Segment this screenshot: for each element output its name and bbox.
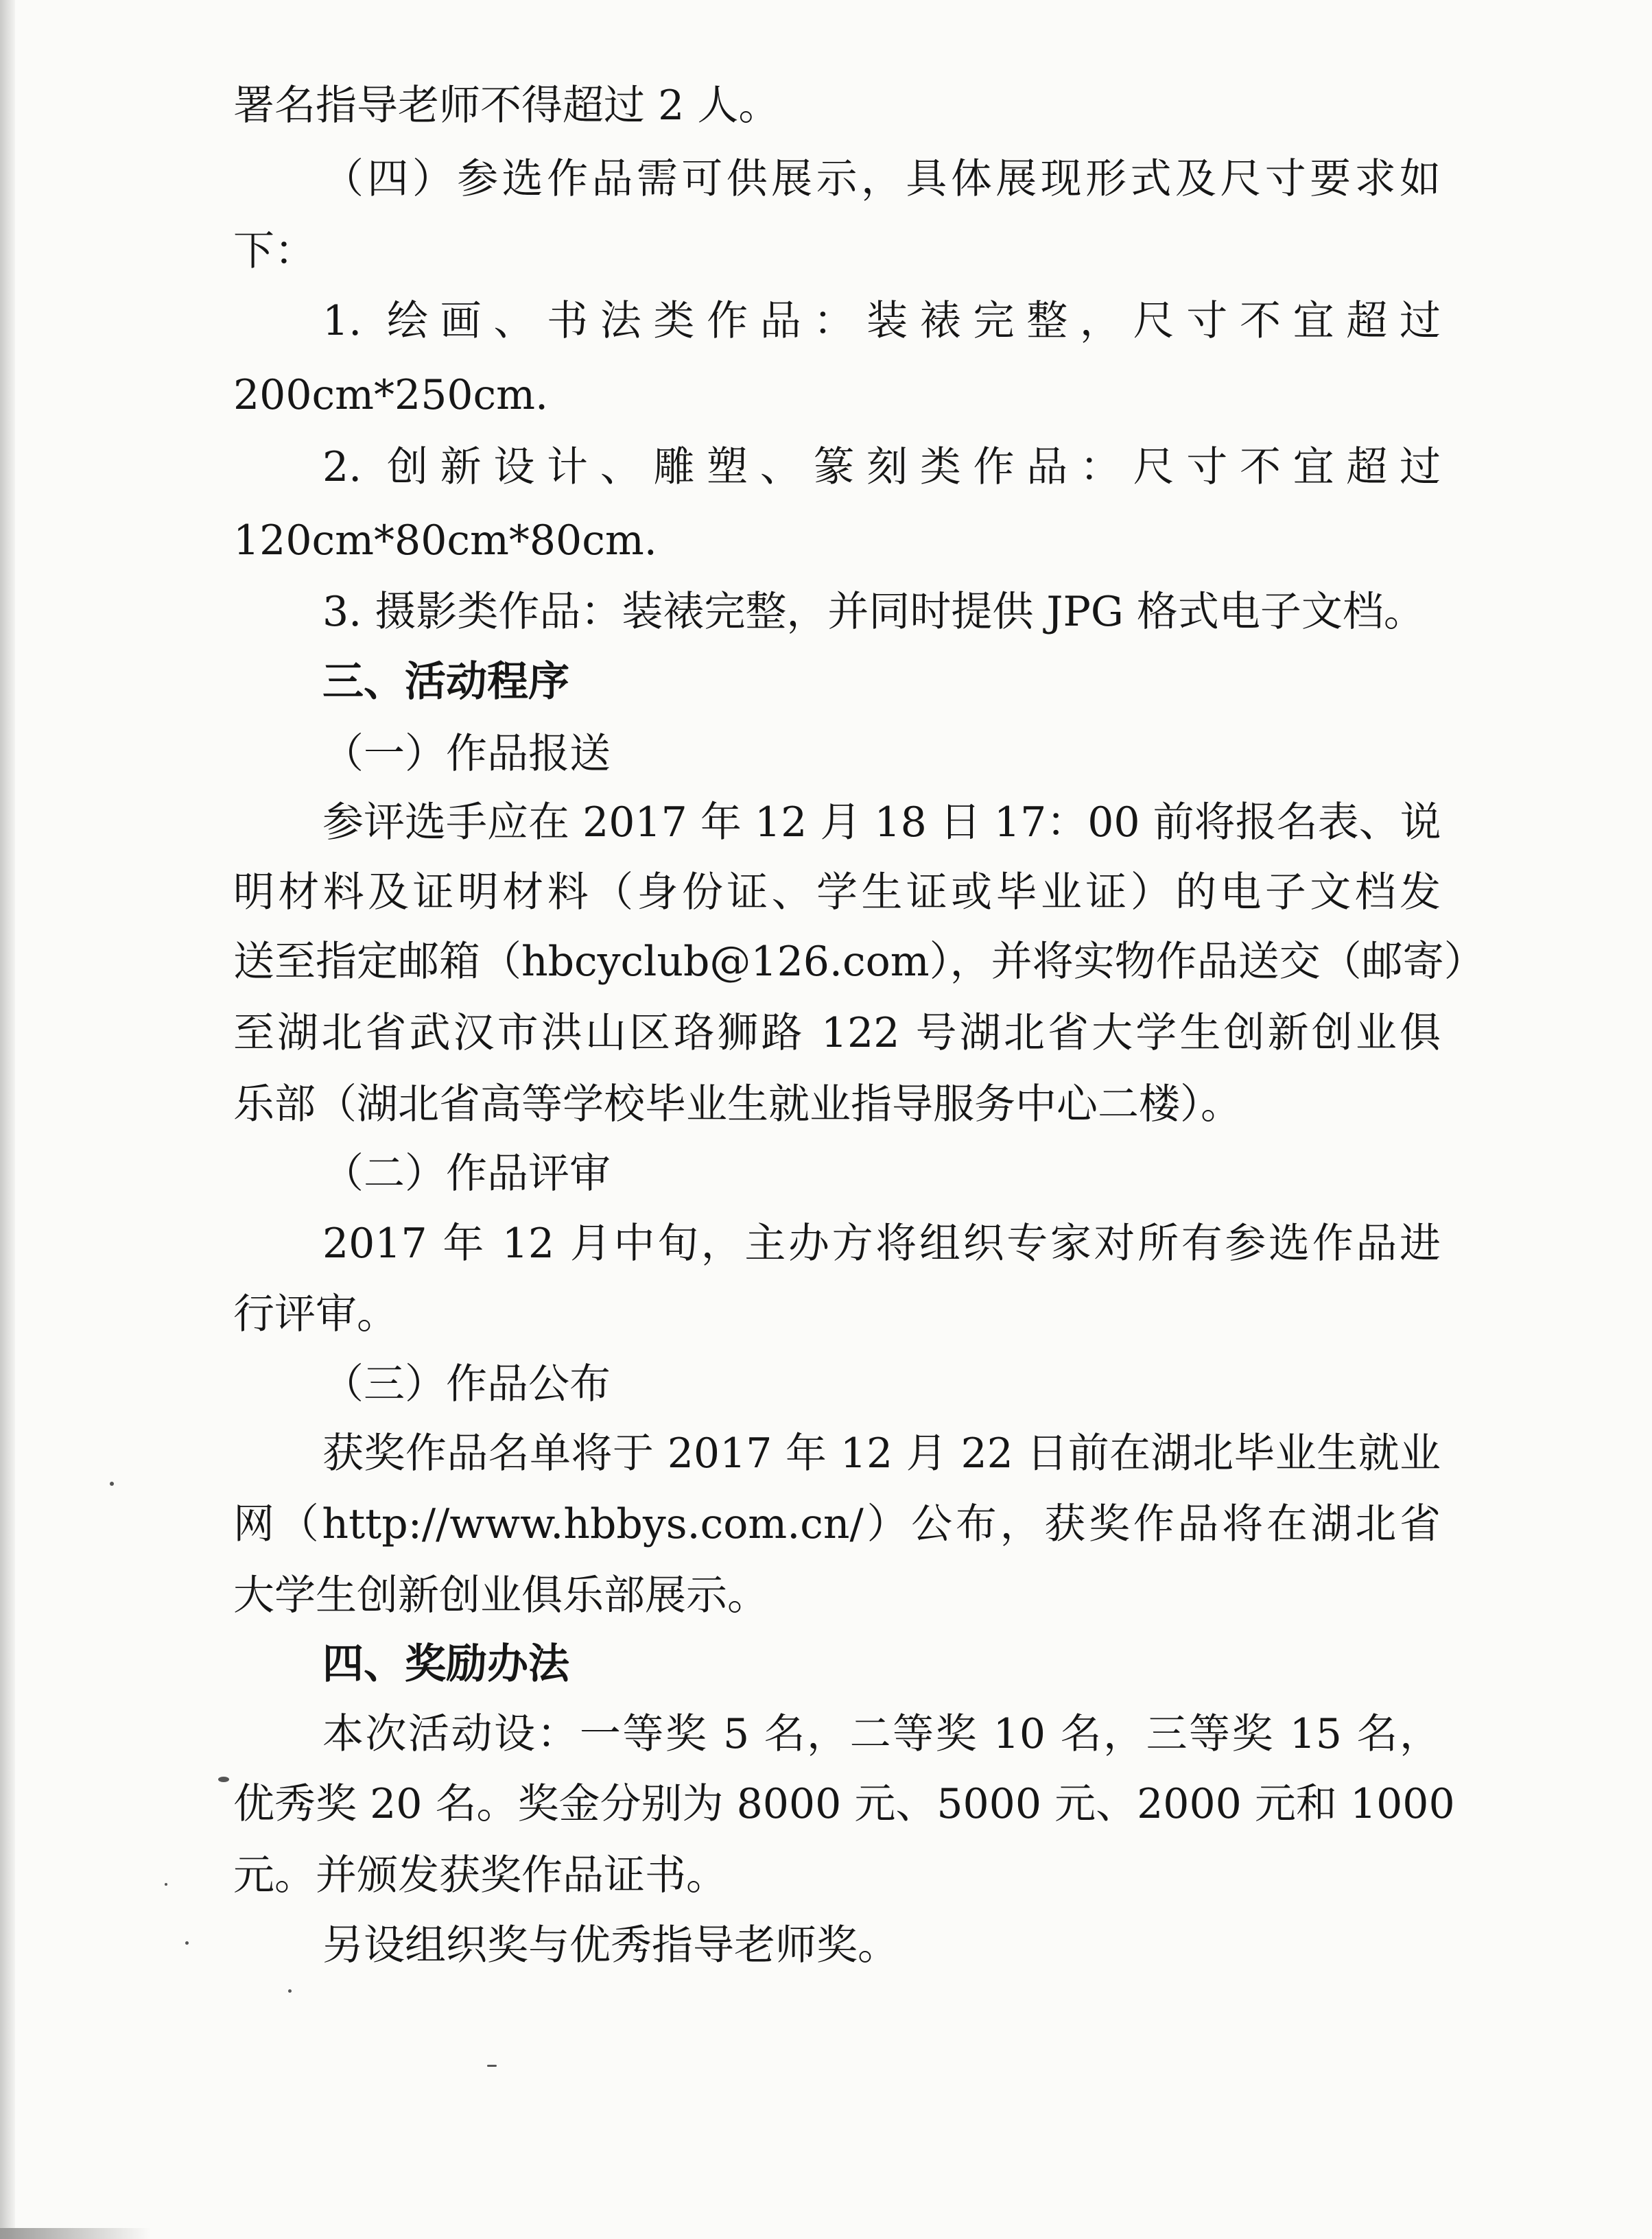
scan-speck — [218, 1777, 229, 1782]
text-line-design-size: 120cm*80cm*80cm. — [233, 517, 657, 565]
text-line-review-1: 2017 年 12 月中旬，主办方将组织专家对所有参选作品进 — [322, 1220, 1441, 1268]
scan-edge-shadow — [0, 0, 15, 2239]
text-line-submission-3: 送至指定邮箱（hbcyclub@126.com），并将实物作品送交（邮寄） — [233, 938, 1485, 986]
scan-speck — [288, 1989, 292, 1993]
text-line-announcement-3: 大学生创新创业俱乐部展示。 — [233, 1572, 768, 1620]
text-line-painting-calligraphy: 1. 绘画、书法类作品：装裱完整，尺寸不宜超过 — [322, 297, 1441, 345]
text-line-submission-2: 明材料及证明材料（身份证、学生证或毕业证）的电子文档发 — [233, 868, 1441, 916]
subheading-announcement: （三）作品公布 — [322, 1360, 611, 1408]
text-line-announcement-1: 获奖作品名单将于 2017 年 12 月 22 日前在湖北毕业生就业 — [322, 1430, 1441, 1478]
text-line-advisor-limit: 署名指导老师不得超过 2 人。 — [233, 82, 780, 130]
text-line-submission-5: 乐部（湖北省高等学校毕业生就业指导服务中心二楼）。 — [233, 1080, 1242, 1128]
scan-speck — [487, 2065, 497, 2067]
text-line-submission-4: 至湖北省武汉市洪山区珞狮路 122 号湖北省大学生创新创业俱 — [233, 1009, 1441, 1057]
scan-speck — [165, 1883, 167, 1886]
text-line-submission-1: 参评选手应在 2017 年 12 月 18 日 17：00 前将报名表、说 — [322, 798, 1441, 846]
text-line-design-sculpture: 2. 创新设计、雕塑、篆刻类作品：尺寸不宜超过 — [322, 443, 1441, 491]
text-line-awards-4: 另设组织奖与优秀指导老师奖。 — [322, 1921, 899, 1969]
scan-speck — [110, 1482, 114, 1486]
text-line-awards-1: 本次活动设：一等奖 5 名，二等奖 10 名，三等奖 15 名， — [322, 1710, 1441, 1758]
subheading-submission: （一）作品报送 — [322, 730, 611, 778]
subheading-review: （二）作品评审 — [322, 1150, 611, 1198]
text-line-display-requirements: （四）参选作品需可供展示，具体展现形式及尺寸要求如 — [322, 155, 1441, 203]
text-line-below: 下： — [233, 227, 316, 275]
scan-speck — [185, 1941, 189, 1945]
text-line-photography: 3. 摄影类作品：装裱完整，并同时提供 JPG 格式电子文档。 — [322, 588, 1425, 636]
text-line-announcement-2: 网（http://www.hbbys.com.cn/）公布，获奖作品将在湖北省 — [233, 1500, 1441, 1548]
scan-bottom-smudge — [0, 2228, 151, 2239]
text-line-awards-2: 优秀奖 20 名。奖金分别为 8000 元、5000 元、2000 元和 1000 — [233, 1780, 1455, 1828]
section-heading-procedure: 三、活动程序 — [322, 658, 569, 706]
text-line-painting-size: 200cm*250cm. — [233, 371, 549, 419]
text-line-awards-3: 元。并颁发获奖作品证书。 — [233, 1851, 727, 1899]
section-heading-awards: 四、奖励办法 — [322, 1640, 569, 1688]
text-line-review-2: 行评审。 — [233, 1290, 398, 1338]
